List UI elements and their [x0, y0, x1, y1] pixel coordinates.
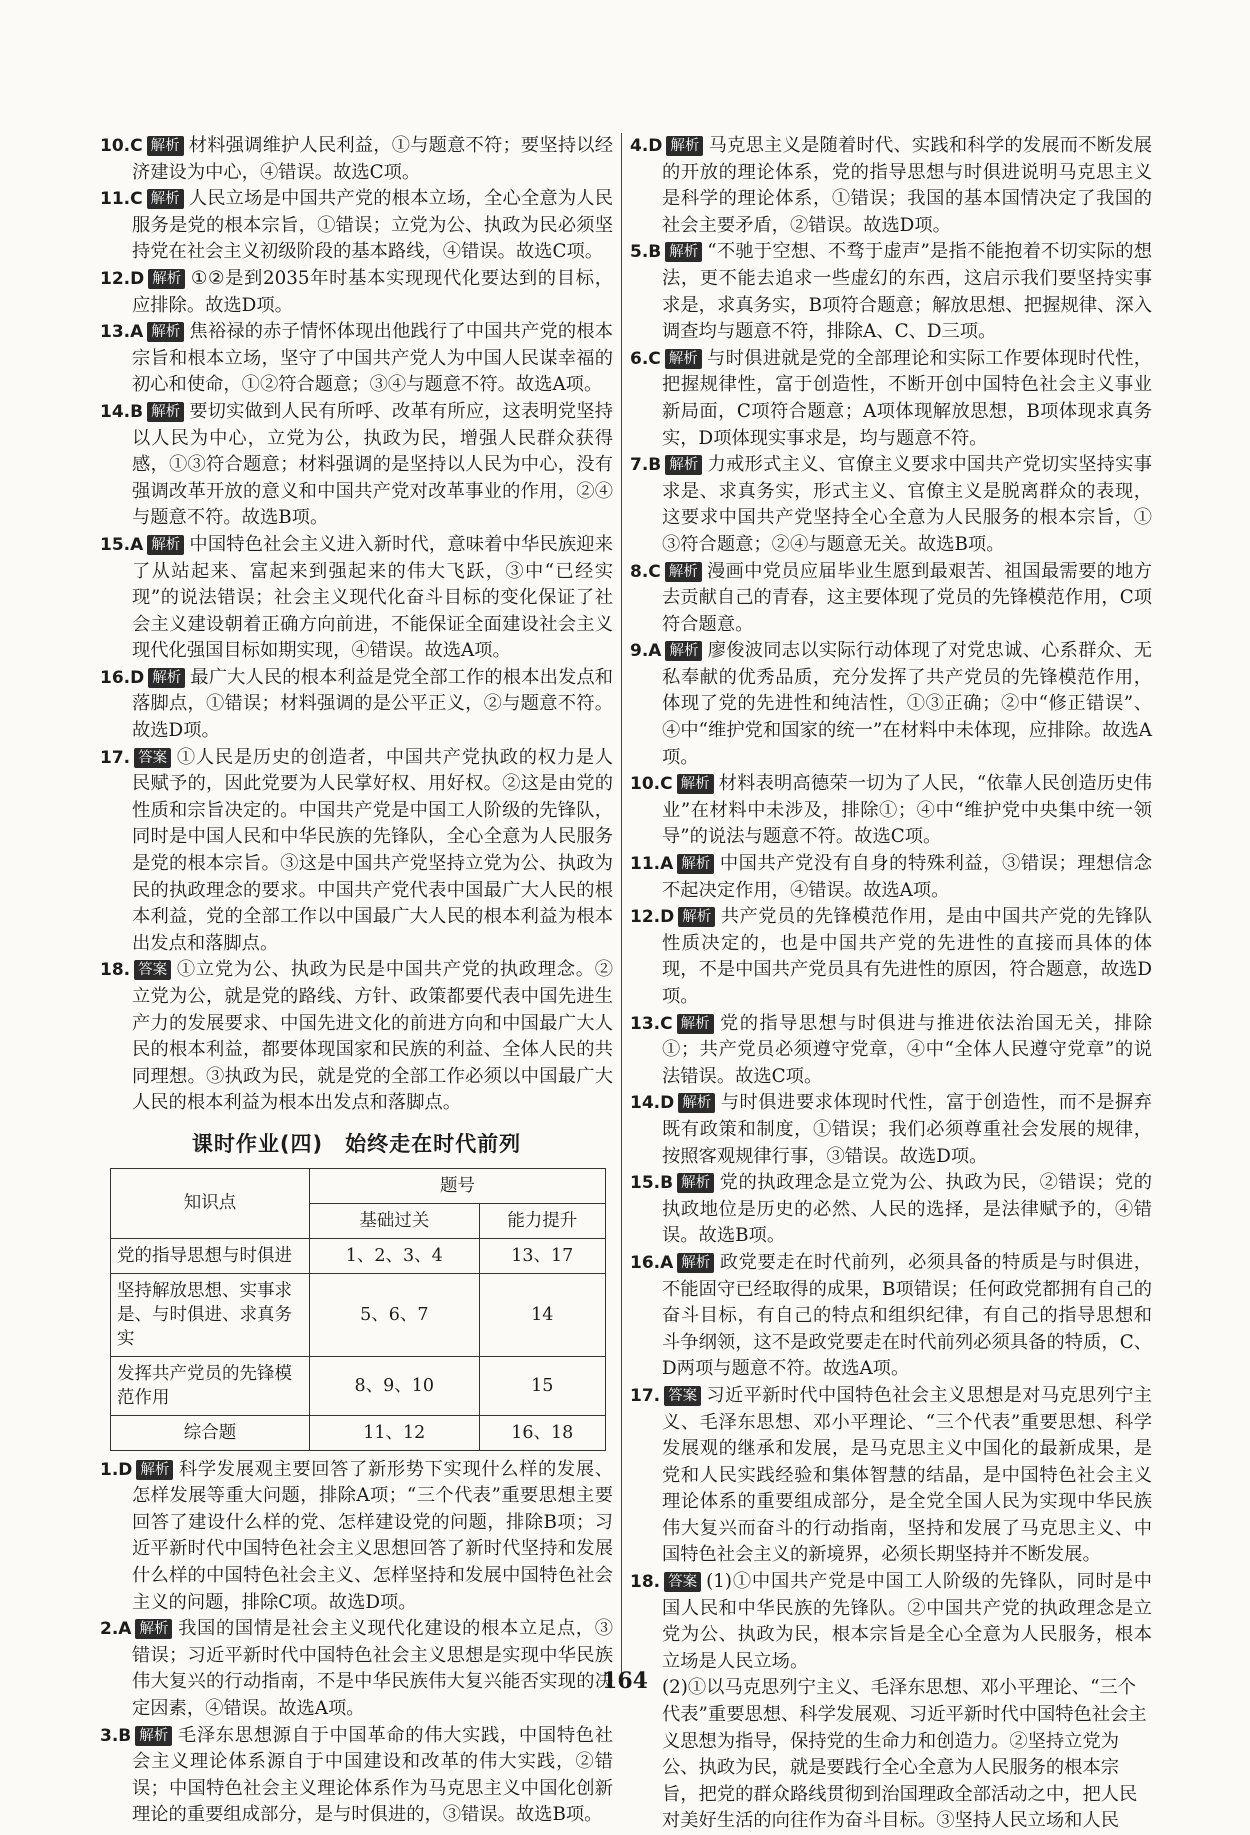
answer-item	[630, 1383, 1152, 1569]
question-number: 7.B	[630, 455, 662, 476]
answer-text: 马克思主义是随着时代、实践和科学的发展而不断发展的开放的理论体系，党的指导思想与时俱进说明马克思主义是科学的理论体系，①错误；我国的基本国情决定了我国的社会主要矛盾，②错误。故选D项。	[662, 135, 1152, 236]
question-number: 8.C	[630, 561, 661, 582]
answer-text: 党的执政理念是立党为公、执政为民，②错误；党的执政地位是历史的必然、人民的选择，是法律赋予的，④错误。故选B项。	[662, 1172, 1152, 1247]
answer-18-part2: (2)①以马克思列宁主义、毛泽东思想、邓小平理论、“三个代表”重要思想、科学发展观、习近平新时代中国特色社会主义思想为指导，保持党的生命力和创造力。②坚持立党为公、执政为民，就是要践行全心全意为人民服务的根本宗旨，把党的群众路线贯彻到治国理政全部活动之中，把人民对美好生活的向往作为奋斗目标。③坚持人民立场和人民	[662, 1677, 1147, 1832]
table-header-topic: 知识点	[111, 1168, 310, 1238]
answer-item	[100, 957, 613, 1117]
answer-item	[630, 1090, 1152, 1170]
question-number: 14.B	[100, 401, 144, 422]
explanation-tag: 解析	[665, 641, 702, 661]
explanation-tag: 解析	[678, 907, 715, 927]
answer-text: 中国特色社会主义进入新时代，意味着中华民族迎来了从站起来、富起来到强起来的伟大飞跃，③中“已经实现”的说法错误；社会主义现代化奋斗目标的变化保证了社会主义建设朝着正确方向前进，不能保证全面建设社会主义现代化强国目标如期实现，④错误。故选A项。	[132, 533, 613, 662]
answer-text: 材料强调维护人民利益，①与题意不符；要坚持以经济建设为中心，④错误。故选C项。	[132, 135, 613, 183]
column-divider	[621, 133, 622, 1673]
explanation-tag: 解析	[135, 1619, 172, 1639]
answer-item	[100, 186, 613, 266]
answer-list-left-bottom	[100, 1457, 613, 1829]
answer-text: 材料表明高德荣一切为了人民，“依靠人民创造历史伟业”在材料中未涉及，排除①；④中“维护党中央集中统一领导”的说法与题意不符。故选C项。	[662, 773, 1152, 848]
answer-item	[100, 266, 613, 319]
explanation-tag: 解析	[148, 668, 185, 688]
answer-text: 要切实做到人民有所呼、改革有所应，这表明党坚持以人民为中心，立党为公，执政为民，增强人民群众获得感，①③符合题意；材料强调的是坚持以人民为中心，没有强调改革开放的意义和中国共产党对改革事业的作用，②④与题意不符。故选B项。	[132, 400, 613, 529]
answer-item	[630, 851, 1152, 904]
answer-text: ①立党为公、执政为民是中国共产党的执政理念。②立党为公，就是党的路线、方针、政策都要代表中国先进生产力的发展要求、中国先进文化的前进方向和中国最广大人民的根本利益，都要体现国家和民族的利益、全体人民的共同理想。③执政为民，就是党的全部工作必须以中国最广大人民的根本利益为根本出发点和落脚点。	[132, 959, 613, 1114]
answer-item	[630, 771, 1152, 851]
explanation-tag: 答案	[664, 1386, 701, 1406]
question-number: 15.B	[630, 1173, 674, 1194]
table-cell-topic: 坚持解放思想、实事求是、与时俱进、求真务实	[111, 1273, 310, 1356]
section-title: 课时作业(四) 始终走在时代前列	[191, 1131, 522, 1156]
question-number: 11.A	[630, 854, 674, 875]
answer-list-left-top	[100, 133, 613, 1117]
answer-text: 政党要走在时代前列，必须具备的特质是与时俱进，不能固守已经取得的成果，B项错误；任何政党都拥有自己的奋斗目标，有自己的特点和组织纪律，有自己的指导思想和斗争纲领，这不是政党要走在时代前列必须具备的特质，C、D两项与题意不符。故选A项。	[662, 1251, 1152, 1380]
answer-item	[100, 399, 613, 532]
table-cell-basic: 11、12	[310, 1415, 480, 1450]
question-number: 17.	[630, 1385, 661, 1406]
answer-item	[630, 1250, 1152, 1383]
question-number: 15.A	[100, 534, 144, 555]
explanation-tag: 解析	[147, 535, 184, 555]
answer-item	[100, 1457, 613, 1617]
table-cell-advanced: 15	[479, 1356, 605, 1415]
table-header-group: 题号	[310, 1168, 606, 1203]
answer-item	[630, 346, 1152, 452]
answer-text: ①人民是历史的创造者，中国共产党执政的权力是人民赋予的，因此党要为人民掌好权、用好权。②这是由党的性质和宗旨决定的。中国共产党是中国工人阶级的先锋队，同时是中国人民和中华民族的先锋队，全心全意为人民服务是党的根本宗旨。③这是中国共产党坚持立党为公、执政为民的执政理念的要求。中国共产党代表中国最广大人民的根本利益，党的全部工作以中国最广大人民的根本利益为根本出发点和落脚点。	[132, 746, 613, 954]
answer-text: 习近平新时代中国特色社会主义思想是对马克思列宁主义、毛泽东思想、邓小平理论、“三个代表”重要思想、科学发展观的继承和发展，是马克思主义中国化的最新成果，是党和人民实践经验和集体智慧的结晶，是中国特色社会主义理论体系的重要组成部分，是全党全国人民为实现中华民族伟大复兴而奋斗的行动指南，坚持和发展了马克思主义、中国特色社会主义的新境界，必须长期坚持并不断发展。	[662, 1384, 1152, 1566]
question-number: 9.A	[630, 641, 662, 662]
answer-text: “不驰于空想、不骛于虚声”是指不能抱着不切实际的想法，更不能去追求一些虚幻的东西，这启示我们要坚持实事求是，求真务实，B项符合题意；解放思想、把握规律、深入调查均与题意不符，排除A、C、D三项。	[662, 241, 1152, 343]
explanation-tag: 答案	[134, 960, 171, 980]
answer-text: 焦裕禄的赤子情怀体现出他践行了中国共产党的根本宗旨和根本立场，坚守了中国共产党人为中国人民谋幸福的初心和使命，①②符合题意；③④与题意不符。故选A项。	[132, 321, 613, 396]
explanation-tag: 解析	[666, 136, 703, 156]
question-number: 10.C	[630, 774, 673, 795]
explanation-tag: 解析	[135, 1726, 172, 1746]
question-number: 10.C	[100, 136, 143, 156]
answer-text: 我国的国情是社会主义现代化建设的根本立足点，③错误；习近平新时代中国特色社会主义思想是实现中华民族伟大复兴的行动指南，不是中华民族伟大复兴能否实现的决定因素，④错误。故选A项。	[132, 1618, 613, 1719]
explanation-tag: 解析	[136, 1460, 173, 1480]
table-cell-advanced: 16、18	[479, 1415, 605, 1450]
question-number: 16.A	[630, 1252, 674, 1273]
question-number: 6.C	[630, 348, 661, 369]
explanation-tag: 解析	[677, 1173, 714, 1193]
answer-text: 中国共产党没有自身的特殊利益，③错误；理想信念不起决定作用，④错误。故选A项。	[662, 853, 1152, 901]
explanation-tag: 解析	[147, 402, 184, 422]
table-cell-advanced: 14	[479, 1273, 605, 1356]
table-row	[111, 1356, 606, 1415]
answer-text: 共产党员的先锋模范作用，是由中国共产党的先锋队性质决定的，也是中国共产党的先进性的直接而具体的体现，不是中国共产党员具有先进性的原因，符合题意，故选D项。	[662, 906, 1152, 1007]
answer-item	[100, 133, 613, 186]
table-cell-topic: 党的指导思想与时俱进	[111, 1238, 310, 1273]
question-number: 2.A	[100, 1619, 132, 1640]
answer-item	[630, 1011, 1152, 1091]
explanation-tag: 解析	[147, 189, 184, 209]
explanation-tag: 解析	[147, 322, 184, 342]
answer-text: 廖俊波同志以实际行动体现了对党忠诚、心系群众、无私奉献的优秀品质，充分发挥了共产党员的先锋模范作用，体现了党的先进性和纯洁性，①③正确；②中“修正错误”、④中“维护党和国家的统一”在材料中未体现，应排除。故选A项。	[662, 640, 1152, 768]
question-number: 1.D	[100, 1459, 133, 1480]
explanation-tag: 解析	[665, 349, 702, 369]
table-cell-basic: 8、9、10	[310, 1356, 480, 1415]
answer-item	[630, 452, 1152, 558]
table-header-advanced: 能力提升	[479, 1203, 605, 1238]
answer-text: 与时俱进就是党的全部理论和实际工作要体现时代性，把握规律性，富于创造性，不断开创中国特色社会主义事业新局面，C项符合题意；A项体现解放思想，B项体现求真务实，D项体现实事求是，均与题意不符。	[662, 347, 1152, 449]
explanation-tag: 解析	[147, 136, 184, 156]
answer-text: 毛泽东思想源自于中国革命的伟大实践，中国特色社会主义理论体系源自于中国建设和改革的伟大实践，②错误；中国特色社会主义理论体系作为马克思主义中国化创新理论的重要组成部分，是与时俱进的，③错误。故选B项。	[132, 1724, 613, 1826]
answer-item	[630, 559, 1152, 639]
explanation-tag: 解析	[665, 562, 702, 582]
table-cell-advanced: 13、17	[479, 1238, 605, 1273]
explanation-tag: 解析	[677, 1014, 714, 1034]
question-number: 18.	[100, 960, 131, 981]
page-number: 164	[602, 1668, 648, 1694]
answer-text: 漫画中党员应届毕业生愿到最艰苦、祖国最需要的地方去贡献自己的青春，这主要体现了党员的先锋模范作用，C项符合题意。	[662, 560, 1152, 635]
question-number: 16.D	[100, 667, 145, 688]
table-cell-basic: 1、2、3、4	[310, 1238, 480, 1273]
question-number: 13.A	[100, 322, 144, 343]
answer-item	[630, 638, 1152, 771]
answer-list-right	[630, 133, 1152, 1675]
table-row	[111, 1415, 606, 1450]
explanation-tag: 解析	[677, 774, 714, 794]
question-number: 17.	[100, 747, 131, 768]
explanation-tag: 解析	[677, 854, 714, 874]
explanation-tag: 解析	[665, 242, 702, 262]
table-row	[111, 1273, 606, 1356]
answer-text: ①②是到2035年时基本实现现代化要达到的目标，应排除。故选D项。	[132, 267, 613, 316]
answer-item	[100, 532, 613, 665]
question-number: 12.D	[100, 268, 145, 289]
table-cell-topic: 综合题	[111, 1415, 310, 1450]
answer-text: (1)①中国共产党是中国工人阶级的先锋队，同时是中国人民和中华民族的先锋队。②中国共产党的执政理念是立党为公、执政为民，根本宗旨是全心全意为人民服务，根本立场是人民立场。	[662, 1571, 1152, 1672]
question-number: 5.B	[630, 242, 662, 263]
answer-item	[630, 133, 1152, 239]
question-number: 12.D	[630, 907, 675, 928]
table-cell-topic: 发挥共产党员的先锋模范作用	[111, 1356, 310, 1415]
explanation-tag: 解析	[678, 1093, 715, 1113]
right-column	[630, 133, 1152, 1835]
question-number: 14.D	[630, 1093, 675, 1114]
answer-text: 科学发展观主要回答了新形势下实现什么样的发展、怎样发展等重大问题，排除A项；“三个代表”重要思想主要回答了建设什么样的党、怎样建设党的问题，排除B项；习近平新时代中国特色社会主义思想回答了新时代坚持和发展什么样的中国特色社会主义、怎样坚持和发展中国特色社会主义的问题，排除C项。故选D项。	[132, 1458, 613, 1613]
question-number: 11.C	[100, 189, 143, 210]
answer-text: 力戒形式主义、官僚主义要求中国共产党切实坚持实事求是、求真务实，形式主义、官僚主义是脱离群众的表现，这要求中国共产党坚持全心全意为人民服务的根本宗旨，①③符合题意；②④与题意无关。故选B项。	[662, 454, 1152, 555]
table-header-basic: 基础过关	[310, 1203, 480, 1238]
answer-item	[630, 1569, 1152, 1675]
question-number: 13.C	[630, 1013, 673, 1034]
explanation-tag: 解析	[677, 1253, 714, 1273]
answer-item	[100, 1723, 613, 1829]
explanation-tag: 解析	[665, 455, 702, 475]
explanation-tag: 答案	[664, 1572, 701, 1592]
table-cell-basic: 5、6、7	[310, 1273, 480, 1356]
explanation-tag: 答案	[134, 748, 171, 768]
question-number: 3.B	[100, 1725, 132, 1746]
answer-item	[100, 665, 613, 745]
answer-text: 人民立场是中国共产党的根本立场，全心全意为人民服务是党的根本宗旨，①错误；立党为公、执政为民必须坚持党在社会主义初级阶段的基本路线，④错误。故选C项。	[132, 188, 613, 263]
left-column	[100, 133, 613, 1829]
knowledge-table	[110, 1168, 606, 1451]
question-number: 4.D	[630, 136, 663, 156]
answer-item	[100, 319, 613, 399]
table-row	[111, 1238, 606, 1273]
explanation-tag: 解析	[148, 269, 185, 289]
answer-text: 最广大人民的根本利益是党全部工作的根本出发点和落脚点，①错误；材料强调的是公平正义，②与题意不符。故选D项。	[132, 666, 613, 742]
answer-text: 党的指导思想与时俱进与推进依法治国无关，排除①；共产党员必须遵守党章，④中“全体人民遵守党章”的说法错误。故选C项。	[662, 1012, 1152, 1087]
answer-item	[630, 1170, 1152, 1250]
answer-item	[630, 904, 1152, 1010]
answer-item	[100, 745, 613, 958]
question-number: 18.	[630, 1572, 661, 1593]
answer-item	[630, 239, 1152, 345]
answer-text: 与时俱进要求体现时代性，富于创造性，而不是摒弃既有政策和制度，①错误；我们必须尊重社会发展的规律，按照客观规律行事，③错误。故选D项。	[662, 1092, 1152, 1167]
